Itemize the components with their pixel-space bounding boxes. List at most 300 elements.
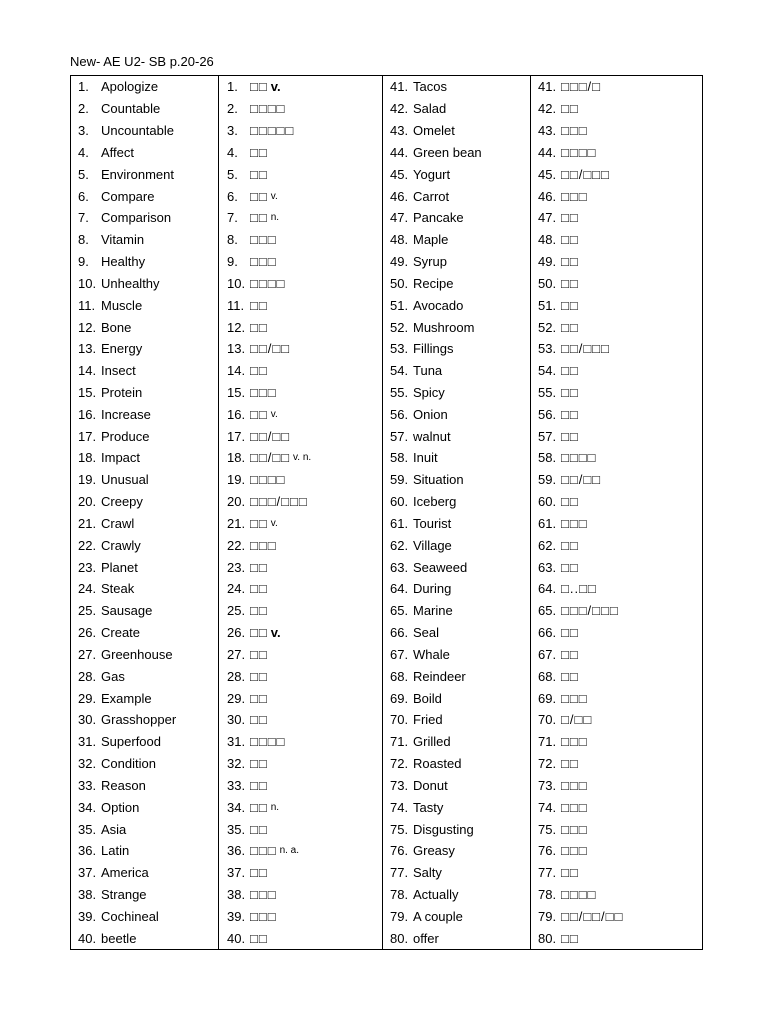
- item-number: 38.: [227, 887, 246, 903]
- vocab-entry: [219, 425, 382, 447]
- item-number: 74.: [390, 799, 409, 815]
- item-number: 30.: [227, 712, 246, 728]
- english-word: Comparison: [101, 210, 172, 226]
- vocab-entry: [383, 556, 530, 578]
- vocab-entry: [71, 622, 218, 644]
- vocab-entry: [531, 884, 702, 906]
- vocab-entry: [71, 447, 218, 469]
- chinese-meaning: □□: [561, 319, 579, 335]
- item-number: 12.: [227, 319, 246, 335]
- item-number: 11.: [78, 297, 96, 313]
- vocab-entry: [531, 862, 702, 884]
- vocab-entry: [71, 775, 218, 797]
- vocab-entry: [71, 98, 218, 120]
- vocab-entry: [383, 644, 530, 666]
- english-word: Grasshopper: [101, 712, 177, 728]
- item-number: 57.: [390, 428, 409, 444]
- english-word: Produce: [101, 428, 150, 444]
- english-word: Salty: [413, 865, 442, 881]
- chinese-meaning: □□: [250, 603, 268, 619]
- english-word: Create: [101, 625, 141, 641]
- item-number: 14.: [227, 363, 246, 379]
- vocab-entry: [531, 753, 702, 775]
- item-number: 63.: [538, 559, 557, 575]
- chinese-meaning: □□: [250, 363, 268, 379]
- item-number: 47.: [538, 210, 557, 226]
- vocab-entry: [219, 338, 382, 360]
- item-number: 32.: [227, 756, 246, 772]
- chinese-meaning: □□: [561, 930, 579, 946]
- vocab-entry: [383, 578, 530, 600]
- english-word: Asia: [101, 821, 127, 837]
- item-number: 64.: [538, 581, 557, 597]
- vocab-entry: [531, 927, 702, 949]
- item-number: 40.: [78, 930, 97, 946]
- english-word: America: [101, 865, 149, 881]
- item-number: 51.: [538, 297, 557, 313]
- chinese-meaning: □□□□□: [250, 123, 295, 139]
- english-word: Roasted: [413, 756, 462, 772]
- english-word: Inuit: [413, 450, 438, 466]
- vocab-entry: [531, 491, 702, 513]
- vocab-entry: [531, 578, 702, 600]
- vocab-entry: [383, 338, 530, 360]
- item-number: 34.: [78, 799, 97, 815]
- item-number: 4.: [227, 144, 238, 160]
- chinese-meaning: □□: [561, 625, 579, 641]
- english-word: Sausage: [101, 603, 153, 619]
- vocab-entry: [383, 796, 530, 818]
- english-column-41-80: [382, 76, 530, 949]
- vocab-entry: [71, 272, 218, 294]
- vocab-entry: [71, 753, 218, 775]
- english-word: Spicy: [413, 385, 445, 400]
- item-number: 43.: [390, 123, 409, 139]
- vocab-entry: [219, 600, 382, 622]
- item-number: 78.: [390, 887, 409, 903]
- item-number: 38.: [78, 887, 97, 903]
- chinese-meaning: □□: [250, 581, 268, 597]
- vocab-entry: [383, 818, 530, 840]
- item-number: 77.: [390, 865, 409, 881]
- vocab-entry: [71, 709, 218, 731]
- item-number: 16.: [78, 406, 97, 422]
- english-word: Mushroom: [413, 319, 475, 335]
- english-word: Condition: [101, 756, 156, 772]
- vocab-entry: [71, 425, 218, 447]
- chinese-meaning: □□: [561, 428, 579, 444]
- item-number: 42.: [538, 101, 557, 117]
- chinese-meaning: □□: [250, 210, 268, 226]
- vocab-entry: [383, 294, 530, 316]
- chinese-meaning: □□□: [250, 385, 277, 400]
- item-number: 76.: [538, 843, 557, 859]
- english-word: Reason: [101, 777, 146, 793]
- vocab-entry: [383, 185, 530, 207]
- chinese-meaning: □□: [250, 865, 268, 881]
- item-number: 21.: [78, 515, 97, 531]
- vocab-entry: [219, 513, 382, 535]
- vocab-entry: [219, 556, 382, 578]
- item-number: 79.: [390, 908, 409, 924]
- vocab-entry: [219, 141, 382, 163]
- chinese-meaning: □□: [250, 646, 268, 662]
- chinese-meaning: □□□□: [250, 275, 286, 291]
- item-number: 28.: [78, 668, 97, 684]
- vocab-entry: [219, 360, 382, 382]
- english-word: Situation: [413, 472, 464, 488]
- vocab-entry: [71, 76, 218, 98]
- item-number: 67.: [390, 646, 409, 662]
- item-number: 4.: [78, 144, 89, 160]
- item-number: 49.: [538, 254, 557, 270]
- item-number: 31.: [227, 734, 246, 750]
- english-word: Donut: [413, 777, 448, 793]
- vocab-entry: [383, 665, 530, 687]
- chinese-meaning: □□: [561, 559, 579, 575]
- vocab-entry: [383, 141, 530, 163]
- item-number: 25.: [78, 603, 97, 619]
- item-number: 75.: [538, 821, 557, 837]
- vocab-entry: [383, 469, 530, 491]
- chinese-meaning: □□: [250, 406, 268, 422]
- vocab-entry: [531, 382, 702, 404]
- vocab-entry: [383, 687, 530, 709]
- chinese-meaning: □□□: [561, 690, 588, 706]
- chinese-meaning: □□: [250, 821, 268, 837]
- vocab-entry: [383, 709, 530, 731]
- item-number: 55.: [538, 385, 557, 400]
- item-number: 58.: [390, 450, 409, 466]
- vocab-entry: [383, 753, 530, 775]
- chinese-meaning: □□□/□□□: [561, 603, 619, 619]
- item-number: 67.: [538, 646, 557, 662]
- vocab-entry: [383, 360, 530, 382]
- item-number: 27.: [227, 646, 246, 662]
- chinese-meaning: □□: [250, 756, 268, 772]
- chinese-meaning: □□: [250, 930, 268, 946]
- chinese-meaning: □□□: [250, 887, 277, 903]
- vocab-entry: [531, 425, 702, 447]
- vocab-entry: [531, 709, 702, 731]
- item-number: 45.: [538, 166, 557, 182]
- item-number: 77.: [538, 865, 557, 881]
- item-number: 60.: [390, 494, 409, 510]
- chinese-meaning: □□□/□□□: [250, 494, 308, 510]
- item-number: 2.: [227, 101, 238, 117]
- item-number: 78.: [538, 887, 557, 903]
- english-word: Energy: [101, 341, 143, 357]
- item-number: 51.: [390, 297, 409, 313]
- item-number: 41.: [390, 79, 409, 95]
- chinese-column-1-40: [218, 76, 382, 949]
- vocab-entry: [71, 884, 218, 906]
- vocab-entry: [71, 382, 218, 404]
- english-word: Insect: [101, 363, 136, 379]
- english-word: Seaweed: [413, 559, 468, 575]
- vocab-entry: [71, 927, 218, 949]
- english-word: Compare: [101, 188, 155, 204]
- item-number: 64.: [390, 581, 409, 597]
- item-number: 41.: [538, 79, 557, 95]
- english-word: Healthy: [101, 254, 146, 270]
- chinese-meaning: □□: [250, 777, 268, 793]
- item-number: 69.: [538, 690, 557, 706]
- vocab-entry: [531, 141, 702, 163]
- vocab-entry: [531, 120, 702, 142]
- part-of-speech: v.: [270, 190, 278, 202]
- item-number: 29.: [78, 690, 97, 706]
- item-number: 15.: [78, 385, 97, 400]
- item-number: 17.: [78, 428, 97, 444]
- english-word: Recipe: [413, 275, 454, 291]
- chinese-meaning: □□□: [561, 821, 588, 837]
- english-word: Whale: [413, 646, 450, 662]
- vocab-entry: [531, 775, 702, 797]
- item-number: 24.: [78, 581, 97, 597]
- english-word: walnut: [413, 428, 451, 444]
- item-number: 70.: [390, 712, 409, 728]
- item-number: 33.: [227, 777, 246, 793]
- item-number: 63.: [390, 559, 409, 575]
- chinese-meaning: □□: [250, 297, 268, 313]
- item-number: 23.: [78, 559, 97, 575]
- item-number: 21.: [227, 515, 246, 531]
- vocab-entry: [71, 207, 218, 229]
- vocab-entry: [383, 163, 530, 185]
- vocab-entry: [531, 360, 702, 382]
- item-number: 50.: [390, 275, 409, 291]
- vocab-entry: [383, 425, 530, 447]
- vocab-entry: [71, 403, 218, 425]
- chinese-meaning: □□/□□: [561, 472, 602, 488]
- item-number: 13.: [227, 341, 246, 357]
- item-number: 61.: [390, 515, 409, 531]
- item-number: 17.: [227, 428, 246, 444]
- vocab-entry: [71, 360, 218, 382]
- english-word: Muscle: [101, 297, 143, 313]
- chinese-meaning: □/□□: [561, 712, 593, 728]
- vocab-entry: [219, 818, 382, 840]
- item-number: 61.: [538, 515, 557, 531]
- vocab-entry: [383, 600, 530, 622]
- chinese-meaning: □□: [561, 668, 579, 684]
- item-number: 56.: [538, 406, 557, 422]
- item-number: 71.: [538, 734, 557, 750]
- vocab-entry: [219, 709, 382, 731]
- english-word: Vitamin: [101, 232, 145, 248]
- item-number: 26.: [78, 625, 97, 641]
- vocab-entry: [71, 556, 218, 578]
- chinese-meaning: □□: [561, 254, 579, 270]
- english-word: Maple: [413, 232, 449, 248]
- chinese-meaning: □□/□□: [250, 341, 291, 357]
- item-number: 1.: [78, 79, 89, 95]
- item-number: 34.: [227, 799, 246, 815]
- vocab-entry: [219, 687, 382, 709]
- item-number: 80.: [390, 930, 409, 946]
- vocab-entry: [531, 665, 702, 687]
- chinese-meaning: □□/□□: [250, 450, 291, 466]
- item-number: 73.: [390, 777, 409, 793]
- vocab-entry: [219, 753, 382, 775]
- chinese-meaning: □□: [561, 275, 579, 291]
- item-number: 62.: [390, 537, 409, 553]
- item-number: 69.: [390, 690, 409, 706]
- english-word: Option: [101, 799, 140, 815]
- item-number: 59.: [390, 472, 409, 488]
- vocab-entry: [219, 185, 382, 207]
- part-of-speech: n. a.: [279, 845, 300, 857]
- english-word: Gas: [101, 668, 125, 684]
- item-number: 7.: [78, 210, 89, 226]
- vocab-entry: [71, 120, 218, 142]
- english-word: Pancake: [413, 210, 464, 226]
- chinese-meaning: □□□/□: [561, 79, 602, 95]
- english-word: Grilled: [413, 734, 451, 750]
- chinese-meaning: □□: [561, 385, 579, 400]
- item-number: 39.: [78, 908, 97, 924]
- chinese-meaning: □□: [561, 232, 579, 248]
- vocab-entry: [383, 120, 530, 142]
- chinese-meaning: □□/□□□: [561, 166, 610, 182]
- item-number: 70.: [538, 712, 557, 728]
- item-number: 75.: [390, 821, 409, 837]
- vocab-entry: [383, 316, 530, 338]
- chinese-meaning: □□: [250, 690, 268, 706]
- vocab-entry: [71, 818, 218, 840]
- item-number: 49.: [390, 254, 409, 270]
- item-number: 6.: [78, 188, 89, 204]
- english-word: Greasy: [413, 843, 455, 859]
- vocab-entry: [531, 272, 702, 294]
- item-number: 46.: [390, 188, 409, 204]
- english-word: Fried: [413, 712, 443, 728]
- item-number: 16.: [227, 406, 246, 422]
- vocab-entry: [531, 316, 702, 338]
- item-number: 54.: [390, 363, 409, 379]
- vocab-entry: [531, 840, 702, 862]
- english-word: offer: [413, 930, 439, 946]
- item-number: 22.: [227, 537, 246, 553]
- item-number: 7.: [227, 210, 238, 226]
- vocab-entry: [383, 403, 530, 425]
- vocab-entry: [383, 731, 530, 753]
- english-word: Boild: [413, 690, 442, 706]
- english-word: Cochineal: [101, 908, 159, 924]
- item-number: 12.: [78, 319, 97, 335]
- item-number: 53.: [390, 341, 409, 357]
- english-word: Bone: [101, 319, 132, 335]
- vocab-entry: [219, 98, 382, 120]
- english-word: Impact: [101, 450, 141, 466]
- vocab-entry: [531, 534, 702, 556]
- vocab-entry: [219, 294, 382, 316]
- english-word: Apologize: [101, 79, 159, 95]
- item-number: 19.: [227, 472, 246, 488]
- item-number: 59.: [538, 472, 557, 488]
- vocab-entry: [219, 796, 382, 818]
- chinese-meaning: □□: [250, 515, 268, 531]
- item-number: 52.: [390, 319, 409, 335]
- vocab-entry: [71, 251, 218, 273]
- english-word: Countable: [101, 101, 161, 117]
- vocab-entry: [383, 905, 530, 927]
- item-number: 42.: [390, 101, 409, 117]
- vocab-entry: [383, 382, 530, 404]
- vocab-entry: [531, 687, 702, 709]
- vocab-entry: [71, 862, 218, 884]
- vocab-entry: [219, 491, 382, 513]
- part-of-speech: v.: [270, 517, 278, 529]
- vocab-entry: [531, 338, 702, 360]
- chinese-meaning: □□: [561, 297, 579, 313]
- chinese-meaning: □□: [561, 363, 579, 379]
- english-word: Yogurt: [413, 166, 451, 182]
- item-number: 44.: [538, 144, 557, 160]
- vocab-entry: [531, 556, 702, 578]
- vocab-entry: [71, 644, 218, 666]
- english-word: Protein: [101, 385, 143, 400]
- english-word: Fillings: [413, 341, 454, 357]
- chinese-meaning: □□□: [561, 515, 588, 531]
- english-word: Tasty: [413, 799, 444, 815]
- vocab-entry: [219, 382, 382, 404]
- vocab-entry: [531, 403, 702, 425]
- item-number: 73.: [538, 777, 557, 793]
- item-number: 13.: [78, 341, 97, 357]
- vocab-entry: [219, 229, 382, 251]
- chinese-meaning: □□: [250, 712, 268, 728]
- english-word: Uncountable: [101, 123, 174, 139]
- vocab-entry: [531, 469, 702, 491]
- vocab-entry: [219, 403, 382, 425]
- vocab-entry: [219, 622, 382, 644]
- english-word: Planet: [101, 559, 138, 575]
- item-number: 65.: [538, 603, 557, 619]
- chinese-meaning: □□: [561, 101, 579, 117]
- vocab-entry: [383, 775, 530, 797]
- item-number: 39.: [227, 908, 246, 924]
- item-number: 68.: [390, 668, 409, 684]
- vocab-entry: [71, 731, 218, 753]
- english-word: Carrot: [413, 188, 450, 204]
- english-word: beetle: [101, 930, 137, 946]
- item-number: 28.: [227, 668, 246, 684]
- chinese-meaning: □□□: [561, 799, 588, 815]
- vocab-entry: [71, 163, 218, 185]
- vocab-entry: [531, 251, 702, 273]
- vocab-entry: [531, 622, 702, 644]
- vocab-entry: [383, 207, 530, 229]
- vocab-entry: [383, 251, 530, 273]
- vocab-entry: [383, 76, 530, 98]
- item-number: 65.: [390, 603, 409, 619]
- chinese-meaning: □□/□□□: [561, 341, 610, 357]
- vocab-entry: [531, 185, 702, 207]
- item-number: 56.: [390, 406, 409, 422]
- vocab-entry: [531, 818, 702, 840]
- chinese-meaning: □□: [250, 319, 268, 335]
- vocab-entry: [71, 840, 218, 862]
- chinese-meaning: □□: [561, 865, 579, 881]
- english-word: Tacos: [413, 79, 447, 95]
- vocab-entry: [531, 731, 702, 753]
- item-number: 11.: [227, 297, 245, 313]
- item-number: 10.: [78, 275, 97, 291]
- vocab-entry: [531, 447, 702, 469]
- item-number: 20.: [227, 494, 246, 510]
